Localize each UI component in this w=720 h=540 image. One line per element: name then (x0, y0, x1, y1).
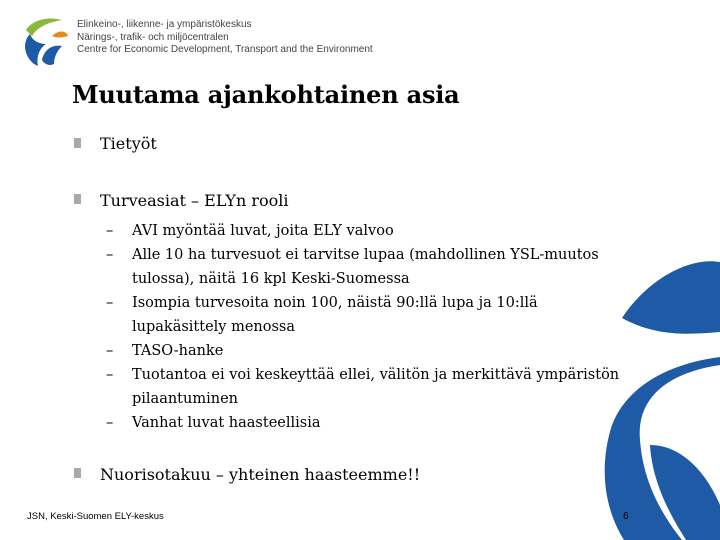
sub-bullet-item (106, 291, 646, 339)
dash-marker: – (106, 295, 114, 311)
footer-text: JSN, Keski-Suomen ELY-keskus (27, 511, 164, 522)
sub-bullet-text: Tuotantoa ei voi keskeyttää ellei, välitön ja merkittävä ympäristön (132, 367, 620, 383)
ely-logo-icon (22, 16, 70, 68)
bullet-marker-icon (74, 194, 81, 204)
dash-marker: – (106, 223, 114, 239)
page-number: 6 (623, 511, 629, 522)
org-line-sv: Närings-, trafik- och miljöcentralen (77, 31, 229, 43)
sub-bullet-item (106, 243, 646, 291)
dash-marker: – (106, 415, 114, 431)
sub-bullet-item (106, 339, 646, 363)
bullet-marker-icon (74, 138, 81, 148)
sub-bullet-text: Alle 10 ha turvesuot ei tarvitse lupaa (mahdollinen YSL-muutos (132, 247, 599, 263)
sub-bullet-text-cont: pilaantuminen (132, 391, 238, 407)
dash-marker: – (106, 367, 114, 383)
sub-bullet-text: AVI myöntää luvat, joita ELY valvoo (132, 223, 394, 239)
sub-bullet-text-cont: tulossa), näitä 16 kpl Keski-Suomessa (132, 271, 410, 287)
sub-bullet-text: TASO-hanke (132, 343, 224, 359)
org-line-en: Centre for Economic Development, Transport and the Environment (77, 44, 373, 55)
sub-bullet-item (106, 363, 646, 411)
bullet-nuorisotakuu: Nuorisotakuu – yhteinen haasteemme!! (100, 465, 421, 484)
logo-orange-leaf (52, 32, 68, 38)
logo-blue-ring (42, 46, 62, 65)
sub-bullet-list (106, 219, 646, 435)
sub-bullet-text-cont: lupakäsittely menossa (132, 319, 296, 335)
org-line-fi: Elinkeino-, liikenne- ja ympäristökeskus (77, 19, 252, 30)
bullet-marker-icon (74, 468, 81, 478)
sub-bullet-text: Vanhat luvat haasteellisia (132, 415, 321, 431)
dash-marker: – (106, 343, 114, 359)
sub-bullet-item (106, 411, 646, 435)
dash-marker: – (106, 247, 114, 263)
organization-name (77, 19, 373, 57)
slide-title: Muutama ajankohtainen asia (72, 80, 460, 109)
bullet-turveasiat: Turveasiat – ELYn rooli (100, 191, 289, 210)
sub-bullet-item (106, 219, 646, 243)
sub-bullet-text: Isompia turvesoita noin 100, näistä 90:llä lupa ja 10:llä (132, 295, 538, 311)
bullet-tietyot: Tietyöt (100, 134, 157, 153)
